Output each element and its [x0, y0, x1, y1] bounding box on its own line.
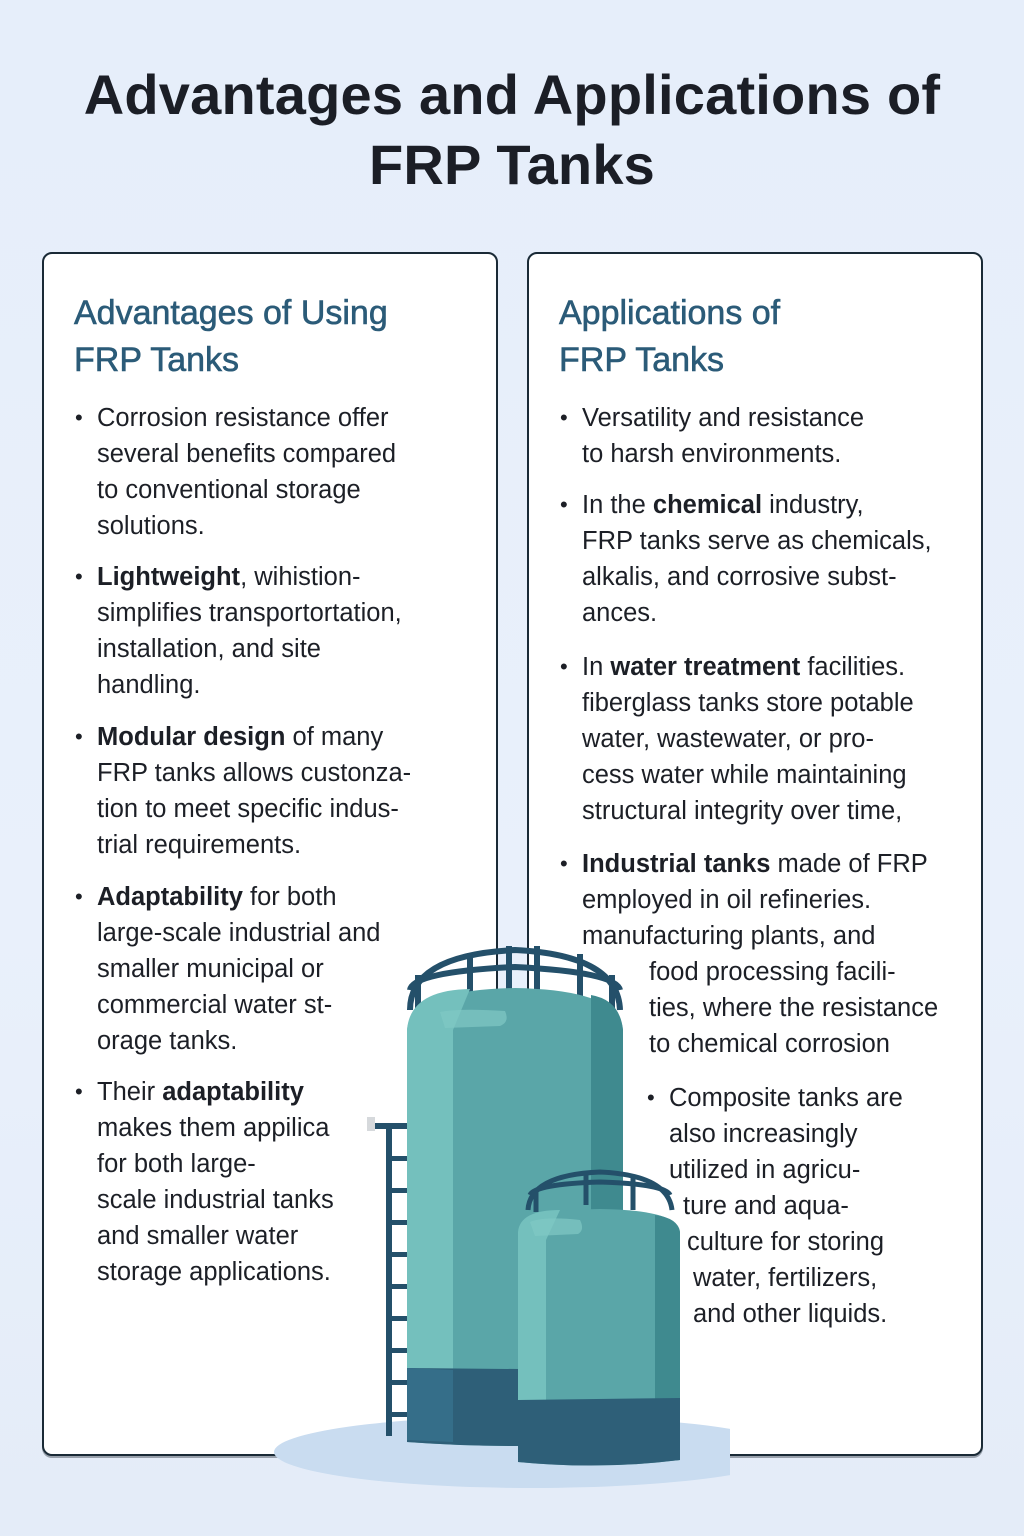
advantage-keyword: Modular design: [97, 723, 286, 751]
application-line: ture and aqua-: [683, 1192, 849, 1220]
ladder-icon: [373, 1123, 409, 1436]
bullet-icon: •: [560, 851, 568, 876]
advantage-keyword: Lightweight: [97, 563, 241, 591]
advantage-line: and smaller water: [97, 1222, 299, 1250]
bullet-icon: •: [75, 405, 83, 430]
page-title-line-1: Advantages and Applications of: [83, 63, 941, 126]
application-line: to harsh environments.: [582, 440, 842, 468]
bullet-icon: •: [75, 724, 83, 749]
ladder-bracket: [367, 1117, 375, 1131]
advantage-line: tion to meet specific indus-: [97, 795, 399, 823]
application-line: culture for storing: [687, 1228, 885, 1256]
advantage-line: scale industrial tanks: [97, 1186, 334, 1214]
application-keyword: chemical: [652, 491, 763, 519]
advantage-line: storage applications.: [97, 1258, 331, 1286]
bullet-icon: •: [560, 492, 568, 517]
application-item: [560, 400, 865, 472]
advantage-line: to conventional storage: [97, 476, 361, 504]
application-item: [560, 487, 932, 631]
advantage-line: Corrosion resistance offer: [97, 404, 389, 432]
advantage-line: smaller municipal or: [97, 955, 324, 983]
application-line: alkalis, and corrosive subst-: [582, 563, 897, 591]
applications-heading-line-1: Applications of: [559, 294, 781, 332]
application-line: utilized in agricu-: [669, 1156, 861, 1184]
bullet-icon: •: [75, 884, 83, 909]
advantage-line: [97, 719, 411, 755]
advantage-text: Their: [97, 1078, 163, 1106]
advantage-keyword: adaptability: [162, 1078, 304, 1106]
page-title-line-2: FRP Tanks: [368, 133, 656, 196]
application-line: Composite tanks are: [669, 1084, 903, 1112]
advantage-line: simplifies transportortation,: [97, 599, 402, 627]
application-line: to chemical corrosion: [649, 1030, 890, 1058]
application-line: [582, 649, 914, 685]
bullet-icon: •: [560, 405, 568, 430]
advantages-heading-line-1: Advantages of Using: [74, 294, 388, 332]
application-line: FRP tanks serve as chemicals,: [582, 527, 932, 555]
application-keyword: Industrial tanks: [582, 850, 771, 878]
advantage-line: orage tanks.: [97, 1027, 238, 1055]
advantage-line: [97, 559, 402, 595]
application-text: In the: [582, 491, 653, 519]
advantage-line: [97, 879, 381, 915]
bullet-icon: •: [75, 1079, 83, 1104]
advantage-line: makes them appilica: [97, 1114, 330, 1142]
application-line: water, fertilizers,: [693, 1264, 878, 1292]
advantage-keyword: Adaptability: [97, 883, 243, 911]
advantages-heading-line-2: FRP Tanks: [74, 341, 240, 379]
application-line: manufacturing plants, and: [582, 922, 876, 950]
application-line: structural integrity over time,: [582, 797, 903, 825]
page-title: [0, 60, 1024, 200]
application-line: ances.: [582, 599, 658, 627]
advantage-line: handling.: [97, 671, 201, 699]
advantage-text: of many: [285, 723, 384, 751]
application-text: In: [582, 653, 611, 681]
application-line: and other liquids.: [693, 1300, 888, 1328]
advantage-item: [75, 719, 412, 863]
application-line: [582, 487, 932, 523]
advantage-item: [75, 559, 402, 703]
advantage-line: FRP tanks allows custonza-: [97, 759, 412, 787]
application-text: facilities.: [800, 653, 906, 681]
application-line: ties, where the resistance: [649, 994, 939, 1022]
application-text: industry,: [762, 491, 864, 519]
advantage-line: installation, and site: [97, 635, 321, 663]
advantage-line: several benefits compared: [97, 440, 397, 468]
application-line: [582, 846, 938, 882]
application-line: fiberglass tanks store potable: [582, 689, 914, 717]
application-text: made of FRP: [770, 850, 928, 878]
applications-heading: [559, 290, 780, 384]
small-tank: [518, 1209, 680, 1466]
advantage-line: commercial water st-: [97, 991, 333, 1019]
advantage-text: for both: [242, 883, 337, 911]
advantage-line: solutions.: [97, 512, 205, 540]
storage-tanks-illustration: [270, 930, 730, 1536]
application-line: water, wastewater, or pro-: [582, 725, 874, 753]
bullet-icon: •: [647, 1085, 655, 1110]
advantage-item: [75, 400, 397, 544]
advantage-line: trial requirements.: [97, 831, 302, 859]
bullet-icon: •: [75, 564, 83, 589]
advantage-line: large-scale industrial and: [97, 919, 381, 947]
application-item: [560, 649, 914, 829]
advantages-heading: [74, 290, 388, 384]
application-line: Versatility and resistance: [582, 404, 865, 432]
application-line: employed in oil refineries.: [582, 886, 872, 914]
bullet-icon: •: [560, 654, 568, 679]
application-keyword: water treatment: [610, 653, 801, 681]
advantage-line: for both large-: [97, 1150, 256, 1178]
advantage-text: , wihistion-: [240, 563, 361, 591]
application-line: also increasingly: [669, 1120, 858, 1148]
applications-heading-line-2: FRP Tanks: [559, 341, 725, 379]
application-line: cess water while maintaining: [582, 761, 907, 789]
application-line: food processing facili-: [649, 958, 896, 986]
